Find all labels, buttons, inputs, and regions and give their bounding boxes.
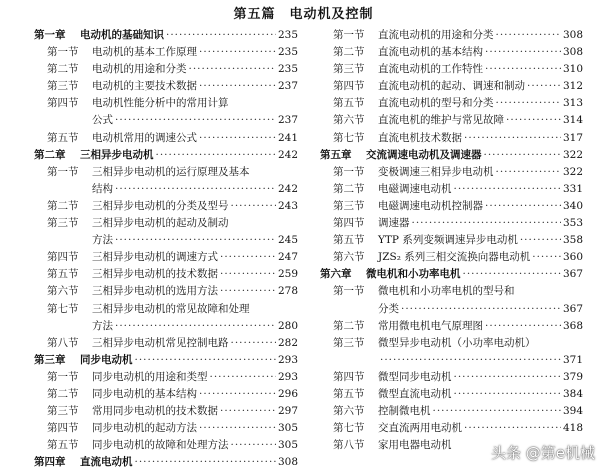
toc-section-line (320, 420, 583, 437)
toc-leader-dots (135, 454, 276, 471)
toc-section-line (320, 386, 583, 403)
toc-entry-title: 微型直流电动机 (378, 387, 452, 400)
toc-leader-dots (231, 437, 276, 454)
toc-page-number: 313 (562, 97, 583, 110)
toc-leader-dots (135, 352, 276, 369)
toc-entry-title: 控制微电机 (378, 405, 431, 418)
toc-cont-line (320, 301, 583, 318)
toc-leader-dots (380, 352, 561, 369)
toc-leader-dots (115, 232, 276, 249)
toc-entry-title: 直流电动机的起动、调速和制动 (378, 80, 525, 93)
toc-leader-dots (433, 403, 561, 420)
toc-chapter-line (320, 266, 583, 283)
toc-page-number: 247 (277, 251, 298, 264)
toc-entry-label: 第二节 (47, 63, 79, 76)
part-title: 第五篇 电动机及控制 (233, 7, 374, 22)
toc-page-number: 317 (562, 131, 583, 144)
toc-page-number: 296 (277, 387, 298, 400)
toc-entry-label: 第七节 (333, 422, 365, 435)
toc-section-line (320, 369, 583, 386)
toc-entry-title: 家用电器电动机 (378, 439, 452, 452)
toc-section-line (34, 403, 298, 420)
toc-page-number: 340 (562, 199, 583, 212)
toc-entry-label: 第三节 (333, 336, 365, 349)
toc-entry-label: 第三节 (333, 63, 365, 76)
toc-leader-dots (115, 181, 276, 198)
toc-page-number: 310 (562, 63, 583, 76)
toc-page-number: 367 (562, 302, 583, 315)
toc-leader-dots (520, 232, 561, 249)
toc-entry-label: 第六节 (333, 405, 365, 418)
toc-chapter-line (320, 147, 583, 164)
toc-page-number: 282 (277, 336, 298, 349)
toc-leader-dots (485, 318, 561, 335)
toc-entry-label: 第五节 (333, 234, 365, 247)
toc-section-line (34, 95, 298, 112)
toc-leader-dots (532, 249, 561, 266)
toc-entry-label: 第四节 (333, 217, 365, 230)
toc-page-number (278, 95, 298, 112)
toc-section-line (34, 249, 298, 266)
toc-section-line (320, 112, 583, 129)
toc-page-number: 235 (277, 63, 298, 76)
toc-page-number (563, 283, 583, 300)
toc-entry-label: 第一节 (47, 165, 79, 178)
toc-leader-dots (454, 369, 561, 386)
toc-leader-dots (199, 386, 276, 403)
toc-section-line (320, 232, 583, 249)
toc-entry-title: 三相异步电动机的选用方法 (92, 285, 218, 298)
toc-section-line (34, 266, 298, 283)
toc-entry-title: 同步电动机的起动方法 (92, 422, 197, 435)
toc-leader-dots (485, 44, 561, 61)
toc-page-number: 379 (562, 370, 583, 383)
toc-leader-dots (115, 112, 276, 129)
toc-leader-dots (199, 44, 276, 61)
toc-leader-dots (496, 95, 561, 112)
toc-leader-dots (538, 335, 562, 352)
toc-page-number: 280 (277, 319, 298, 332)
toc-entry-title: 微电机和小功率电机 (366, 268, 461, 281)
toc-leader-dots (485, 198, 561, 215)
toc-leader-dots (115, 318, 276, 335)
toc-section-line (34, 164, 298, 181)
toc-entry-label: 第二节 (333, 319, 365, 332)
toc-entry-label: 第三节 (47, 80, 79, 93)
toc-entry-title: 三相异步电动机 (80, 148, 154, 161)
toc-page-number: 331 (562, 182, 583, 195)
toc-chapter-line (34, 352, 298, 369)
toc-entry-title: YTP 系列变频调速异步电动机 (378, 234, 518, 247)
toc-page-number (563, 335, 583, 352)
toc-page-number: 245 (277, 234, 298, 247)
toc-cont-line (34, 232, 298, 249)
toc-page-number (278, 301, 298, 318)
toc-leader-dots (199, 78, 276, 95)
toc-entry-title: 同步电动机的基本结构 (92, 387, 197, 400)
toc-entry-label: 第四节 (47, 422, 79, 435)
toc-page-number: 308 (562, 46, 583, 59)
toc-entry-label: 第一节 (47, 370, 79, 383)
toc-entry-label: 第六节 (47, 285, 79, 298)
toc-entry-label: 第四章 (34, 456, 66, 469)
toc-entry-label: 第三节 (47, 217, 79, 230)
toc-entry-label: 第八节 (333, 439, 365, 452)
toc-entry-title: 直流电机的维护与常见故障 (378, 114, 504, 127)
toc-entry-title: 直流电动机 (80, 456, 133, 469)
toc-page-number: 314 (562, 114, 583, 127)
toc-leader-dots (231, 215, 277, 232)
toc-page-number: 360 (562, 251, 583, 264)
toc-leader-dots (252, 164, 277, 181)
toc-section-line (320, 164, 583, 181)
toc-page-number: 371 (562, 353, 583, 366)
toc-leader-dots (231, 95, 277, 112)
toc-entry-title: 电动机的主要技术数据 (92, 80, 197, 93)
toc-entry-label: 第五节 (47, 131, 79, 144)
toc-leader-dots (463, 266, 561, 283)
toc-leader-dots (166, 27, 276, 44)
toc-entry-label: 第五节 (333, 97, 365, 110)
toc-entry-label: 第六章 (320, 268, 352, 281)
toc-section-line (34, 198, 298, 215)
toc-section-line (34, 301, 298, 318)
toc-leader-dots (220, 266, 276, 283)
toc-entry-label: 第二节 (333, 182, 365, 195)
toc-section-line (34, 283, 298, 300)
toc-page-number: 312 (562, 80, 583, 93)
toc-entry-label: 第七节 (47, 302, 79, 315)
toc-cont-line (34, 112, 298, 129)
toc-entry-label: 第四节 (47, 97, 79, 110)
toc-entry-title: 交直流两用电动机 (378, 422, 462, 435)
toc-chapter-line (34, 147, 298, 164)
toc-entry-label: 第三章 (34, 353, 66, 366)
toc-chapter-line (34, 454, 298, 471)
toc-page-number: 242 (277, 148, 298, 161)
toc-page-number: 241 (277, 131, 298, 144)
toc-section-line (320, 78, 583, 95)
toc-entry-title: 常用微电机电气原理图 (378, 319, 483, 332)
toc-page-number: 305 (277, 422, 298, 435)
toc-entry-title: 三相异步电动机的常见故障和处理 (92, 302, 250, 315)
toc-entry-title: 结构 (92, 182, 113, 195)
toc-leader-dots (527, 78, 561, 95)
toc-entry-label: 第四节 (333, 370, 365, 383)
toc-leader-dots (199, 130, 276, 147)
toc-entry-title: 三相异步电动机的起动及制动 (92, 217, 229, 230)
toc-leader-dots (210, 369, 276, 386)
toc-leader-dots (252, 301, 277, 318)
toc-entry-label: 第七节 (333, 131, 365, 144)
toc-page-number: 237 (277, 80, 298, 93)
toc-section-line (320, 181, 583, 198)
toc-page-number: 418 (562, 422, 583, 435)
toc-page-number: 243 (277, 199, 298, 212)
toc-entry-label: 第一节 (333, 165, 365, 178)
toc-page-number: 384 (562, 387, 583, 400)
toc-leader-dots (220, 403, 276, 420)
toc-section-line (34, 369, 298, 386)
toc-entry-label: 第三节 (333, 199, 365, 212)
toc-section-line (34, 335, 298, 352)
toc-page-number (278, 215, 298, 232)
toc-entry-title: 直流电动机的型号和分类 (378, 97, 494, 110)
toc-leader-dots (464, 420, 561, 437)
toc-entry-title: 同步电动机的用途和类型 (92, 370, 208, 383)
toc-entry-title: 方法 (92, 319, 113, 332)
toc-section-line (320, 318, 583, 335)
toc-cont-line (320, 352, 583, 369)
toc-entry-title: 交流调速电动机及调速器 (366, 148, 482, 161)
toc-entry-title: 直流电动机的基本结构 (378, 46, 483, 59)
toc-page-number: 322 (562, 165, 583, 178)
toc-section-line (320, 335, 583, 352)
toc-leader-dots (464, 130, 561, 147)
toc-entry-label: 第二节 (47, 199, 79, 212)
toc-leader-dots (484, 147, 561, 164)
toc-entry-title: 三相异步电动机常见控制电路 (92, 336, 229, 349)
toc-page-number: 394 (562, 405, 583, 418)
toc-entry-label: 第四节 (333, 80, 365, 93)
toc-page-number: 242 (277, 182, 298, 195)
toc-page-number: 293 (277, 370, 298, 383)
toc-entry-title: 三相异步电动机的技术数据 (92, 268, 218, 281)
toc-entry-title: 电磁调速电动机控制器 (378, 199, 483, 212)
toc-entry-title: 方法 (92, 234, 113, 247)
toc-entry-label: 第二章 (34, 148, 66, 161)
toc-section-line (320, 27, 583, 44)
toc-page-number: 305 (277, 439, 298, 452)
toc-leader-dots (485, 61, 561, 78)
toc-left-column (34, 27, 298, 471)
toc-leader-dots (401, 301, 561, 318)
toc-entry-label: 第一节 (333, 29, 365, 41)
toc-entry-title: 直流电动机的工作特性 (378, 63, 483, 76)
toc-entry-title: 微电机和小功率电机的型号和 (378, 285, 515, 298)
toc-entry-title: 电磁调速电动机 (378, 182, 452, 195)
toc-entry-title: 电动机常用的调速公式 (92, 131, 197, 144)
toc-entry-title: 电动机的基本工作原理 (92, 46, 197, 59)
toc-cont-line (34, 181, 298, 198)
toc-section-line (34, 44, 298, 61)
toc-entry-title: 同步电动机 (80, 353, 133, 366)
toc-leader-dots (231, 335, 276, 352)
toc-leader-dots (156, 147, 276, 164)
toc-right-column (320, 27, 583, 454)
toc-entry-title: 变极调速三相异步电动机 (378, 165, 494, 178)
toc-leader-dots (189, 61, 276, 78)
toc-entry-label: 第五节 (333, 387, 365, 400)
toc-page-number: 308 (277, 456, 298, 469)
toc-entry-label: 第六节 (333, 114, 365, 127)
toc-page-number: 308 (562, 29, 583, 41)
toc-leader-dots (199, 420, 276, 437)
toc-section-line (34, 437, 298, 454)
toc-page-number: 237 (277, 114, 298, 127)
toc-section-line (320, 198, 583, 215)
toc-entry-label: 第六节 (333, 251, 365, 264)
toc-entry-label: 第三节 (47, 405, 79, 418)
toc-leader-dots (454, 181, 561, 198)
toc-section-line (320, 249, 583, 266)
toc-entry-title: 三相异步电动机的运行原理及基本 (92, 165, 250, 178)
toc-page-number: 368 (562, 319, 583, 332)
toc-section-line (320, 283, 583, 300)
toc-entry-label: 第二节 (333, 46, 365, 59)
toc-entry-title: 常用同步电动机的技术数据 (92, 405, 218, 418)
toc-cont-line (34, 318, 298, 335)
toc-leader-dots (506, 112, 561, 129)
toc-section-line (320, 215, 583, 232)
toc-entry-title: 三相异步电动机的分类及型号 (92, 199, 229, 212)
toc-section-line (320, 403, 583, 420)
toc-section-line (320, 61, 583, 78)
toc-entry-title: 同步电动机的故障和处理方法 (92, 439, 229, 452)
toc-section-line (320, 44, 583, 61)
toc-entry-title: 微型异步电动机（小功率电动机） (378, 336, 536, 349)
toc-section-line (34, 420, 298, 437)
toc-chapter-line (34, 27, 298, 44)
toc-entry-title: 分类 (378, 302, 399, 315)
toc-entry-label: 第八节 (47, 336, 79, 349)
toc-leader-dots (220, 283, 276, 300)
toc-leader-dots (454, 386, 561, 403)
toc-page-number: 322 (562, 148, 583, 161)
toc-section-line (34, 78, 298, 95)
toc-page-number: 235 (277, 29, 298, 41)
toc-leader-dots (517, 283, 562, 300)
toc-leader-dots (412, 215, 561, 232)
toc-entry-title: 微型同步电动机 (378, 370, 452, 383)
toc-entry-label: 第四节 (47, 251, 79, 264)
toc-section-line (34, 386, 298, 403)
toc-entry-title: 电动机的用途和分类 (92, 63, 187, 76)
toc-page-number: 367 (562, 268, 583, 281)
toc-page-number: 353 (562, 217, 583, 230)
toc-entry-label: 第二节 (47, 387, 79, 400)
toc-section-line (34, 61, 298, 78)
toc-entry-label: 第一章 (34, 29, 66, 41)
toc-entry-label: 第一节 (333, 285, 365, 298)
toc-entry-title: 三相异步电动机的调速方式 (92, 251, 218, 264)
toc-section-line (34, 215, 298, 232)
toc-page-number: 297 (277, 405, 298, 418)
toc-page-number: 235 (277, 46, 298, 59)
toc-entry-label: 第一节 (47, 46, 79, 59)
toc-section-line (34, 130, 298, 147)
toc-page-number: 259 (277, 268, 298, 281)
toc-entry-label: 第五章 (320, 148, 352, 161)
toc-leader-dots (231, 198, 276, 215)
toc-entry-label: 第五节 (47, 439, 79, 452)
watermark: 头条 @第e机械 (491, 444, 595, 462)
toc-section-line (320, 130, 583, 147)
toc-entry-label: 第五节 (47, 268, 79, 281)
toc-entry-title: 直流电动机的用途和分类 (378, 29, 494, 41)
toc-page-number: 358 (562, 234, 583, 247)
toc-entry-title: 电动机的基础知识 (80, 29, 164, 41)
toc-leader-dots (496, 164, 561, 181)
toc-entry-title: JZS₂ 系列三相交流换向器电动机 (378, 251, 531, 264)
toc-leader-dots (496, 27, 561, 44)
toc-entry-title: 直流电机技术数据 (378, 131, 462, 144)
toc-page-number (278, 164, 298, 181)
toc-leader-dots (220, 249, 276, 266)
toc-page-number: 278 (277, 285, 298, 298)
toc-entry-title: 调速器 (378, 217, 410, 230)
toc-entry-title: 电动机性能分析中的常用计算 (92, 97, 229, 110)
toc-page-number: 293 (277, 353, 298, 366)
toc-entry-title: 公式 (92, 114, 113, 127)
toc-section-line (320, 95, 583, 112)
